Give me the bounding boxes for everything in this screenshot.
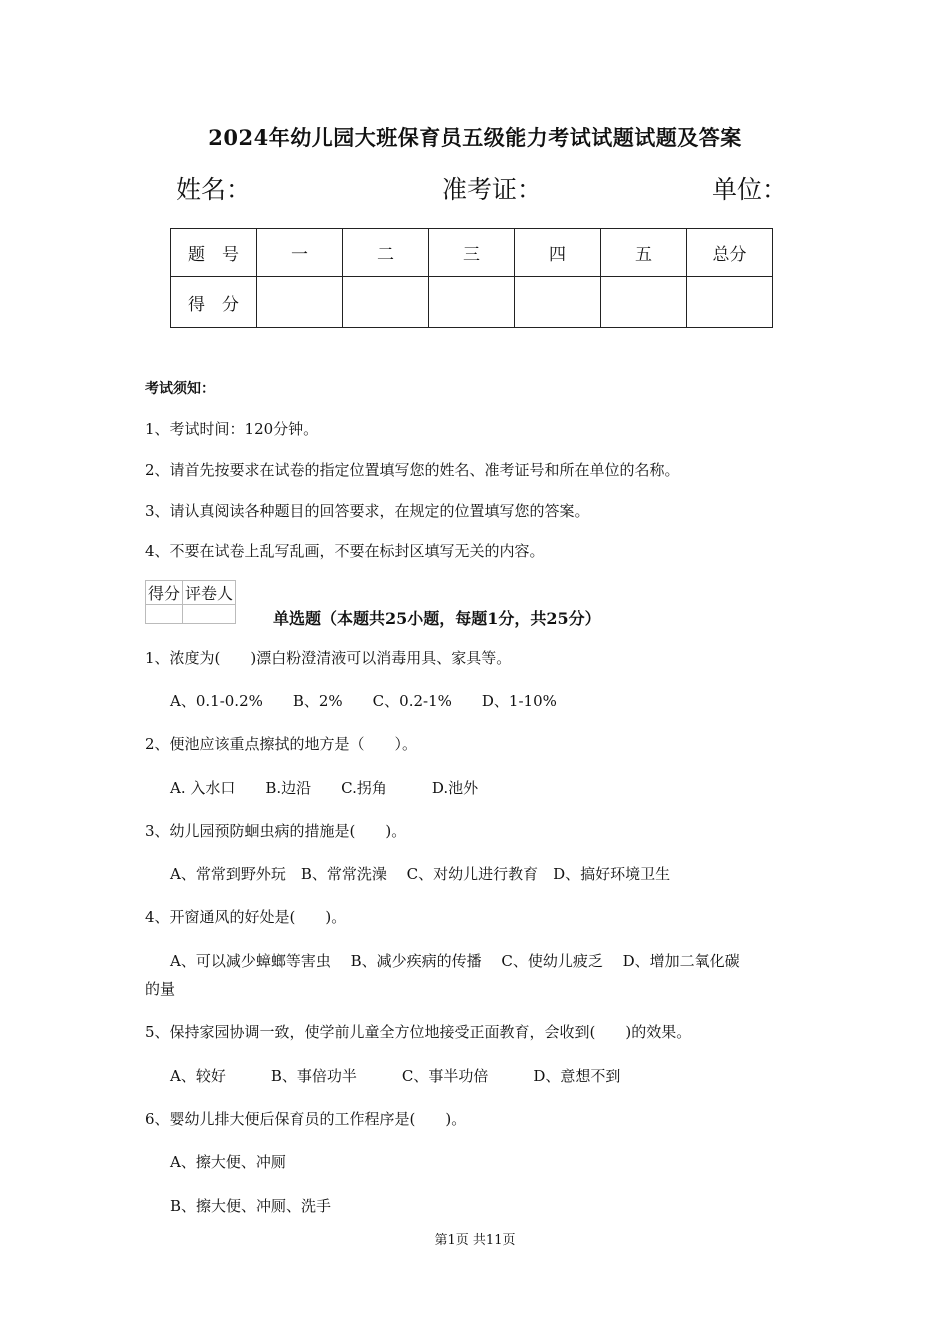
question-stem: 3、幼儿园预防蛔虫病的措施是( )。 <box>145 822 407 840</box>
score-entry[interactable] <box>343 277 429 328</box>
grader-box <box>145 580 236 624</box>
notice-item: 2、请首先按要求在试卷的指定位置填写您的姓名、准考证号和所在单位的名称。 <box>145 461 680 479</box>
score-table-header-row <box>171 229 773 277</box>
score-entry[interactable] <box>429 277 515 328</box>
question-options: A、可以减少蟑螂等害虫 B、减少疾病的传播 C、使幼儿疲乏 D、增加二氧化碳 <box>170 952 740 970</box>
question-options: A、常常到野外玩 B、常常洗澡 C、对幼儿进行教育 D、搞好环境卫生 <box>170 865 671 883</box>
question-option-b: B、擦大便、冲厕、洗手 <box>170 1197 332 1215</box>
exam-number-label: 准考证： <box>442 175 543 204</box>
score-cell-total: 总分 <box>687 229 773 277</box>
score-entry[interactable] <box>257 277 343 328</box>
score-cell-q4: 四 <box>515 229 601 277</box>
question-stem: 1、浓度为( )漂白粉澄清液可以消毒用具、家具等。 <box>145 649 512 667</box>
question-options-continued: 的量 <box>145 980 176 998</box>
score-table-score-row <box>171 277 773 328</box>
question-stem: 2、便池应该重点擦拭的地方是（ ）。 <box>145 735 418 753</box>
notice-title: 考试须知： <box>145 381 215 397</box>
question-options: A. 入水口 B.边沿 C.拐角 D.池外 <box>170 779 479 797</box>
score-cell-label: 题 号 <box>171 229 257 277</box>
score-entry[interactable] <box>515 277 601 328</box>
grader-name-entry[interactable] <box>183 605 236 624</box>
grader-score-entry[interactable] <box>146 605 183 624</box>
notice-item: 3、请认真阅读各种题目的回答要求，在规定的位置填写您的答案。 <box>145 502 590 520</box>
question-options: A、较好 B、事倍功半 C、事半功倍 D、意想不到 <box>170 1067 621 1085</box>
score-entry[interactable] <box>601 277 687 328</box>
notice-item: 4、不要在试卷上乱写乱画，不要在标封区填写无关的内容。 <box>145 542 545 560</box>
grader-score-label: 得分 <box>146 581 183 605</box>
score-entry[interactable] <box>687 277 773 328</box>
question-stem: 5、保持家园协调一致，使学前儿童全方位地接受正面教育，会收到( )的效果。 <box>145 1023 692 1041</box>
score-cell-q5: 五 <box>601 229 687 277</box>
notice-item: 1、考试时间：120分钟。 <box>145 420 319 438</box>
score-cell-q1: 一 <box>257 229 343 277</box>
unit-label: 单位： <box>712 175 788 204</box>
question-option-a: A、擦大便、冲厕 <box>170 1153 286 1171</box>
question-stem: 4、开窗通风的好处是( )。 <box>145 908 347 926</box>
score-table <box>170 228 773 328</box>
score-cell-q3: 三 <box>429 229 515 277</box>
question-options: A、0.1-0.2% B、2% C、0.2-1% D、1-10% <box>170 692 557 710</box>
name-label: 姓名： <box>176 175 252 204</box>
page-title: 2024年幼儿园大班保育员五级能力考试试题试题及答案 <box>208 125 742 150</box>
question-stem: 6、婴幼儿排大便后保育员的工作程序是( )。 <box>145 1110 467 1128</box>
section-title: 单选题（本题共25小题，每题1分，共25分） <box>273 609 601 628</box>
score-cell-q2: 二 <box>343 229 429 277</box>
score-row-label: 得 分 <box>171 277 257 328</box>
grader-name-label: 评卷人 <box>183 581 236 605</box>
page-number-footer: 第1页 共11页 <box>434 1233 516 1248</box>
